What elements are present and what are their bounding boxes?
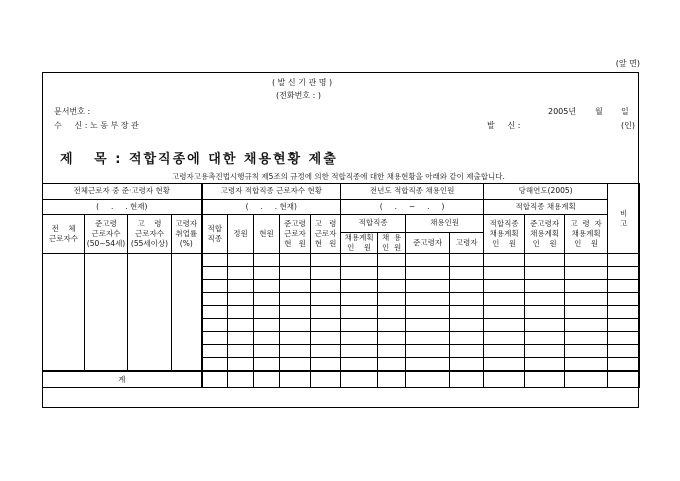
table-cell[interactable]	[311, 267, 341, 280]
table-cell[interactable]	[565, 319, 608, 332]
col-pre-aged-workers: 준고령 근로자수 (50∼54세)	[85, 215, 128, 254]
table-cell[interactable]	[202, 267, 228, 280]
table-cell[interactable]	[484, 332, 525, 345]
table-cell[interactable]	[378, 358, 406, 372]
table-cell[interactable]	[565, 293, 608, 306]
table-cell[interactable]	[311, 280, 341, 293]
table-cell[interactable]	[484, 306, 525, 319]
table-cell[interactable]	[450, 254, 484, 267]
intro-text: 고령자고용촉진법시행규칙 제5조의 규정에 의한 적합직종에 대한 채용현황을 아래와 같이 제출합니다.	[172, 172, 505, 181]
group4-title: 당해연도(2005)	[484, 184, 608, 200]
table-cell[interactable]	[280, 306, 311, 319]
table-cell[interactable]	[565, 345, 608, 358]
table-cell[interactable]	[311, 332, 341, 345]
table-cell[interactable]	[254, 254, 280, 267]
table-cell[interactable]	[280, 267, 311, 280]
table-cell[interactable]	[378, 306, 406, 319]
table-cell[interactable]	[228, 254, 254, 267]
table-cell[interactable]	[202, 254, 228, 267]
table-cell[interactable]	[406, 280, 450, 293]
col-hired-aged: 고령자	[450, 233, 484, 254]
table-cell[interactable]	[608, 332, 640, 345]
table-cell[interactable]	[280, 332, 311, 345]
table-cell[interactable]	[280, 358, 311, 372]
table-cell[interactable]	[484, 254, 525, 267]
table-cell[interactable]	[565, 280, 608, 293]
table-cell[interactable]	[525, 267, 565, 280]
table-cell[interactable]	[450, 345, 484, 358]
table-cell[interactable]	[406, 319, 450, 332]
table-cell[interactable]	[254, 306, 280, 319]
table-cell[interactable]	[525, 332, 565, 345]
table-cell[interactable]	[484, 358, 525, 372]
table-cell[interactable]	[406, 332, 450, 345]
table-cell[interactable]	[565, 306, 608, 319]
table-cell[interactable]	[341, 332, 378, 345]
hiring-status-table	[42, 183, 640, 388]
table-cell[interactable]	[406, 254, 450, 267]
table-cell[interactable]	[450, 306, 484, 319]
sender-label: 발 신 :	[487, 121, 521, 130]
table-cell[interactable]	[450, 319, 484, 332]
col-group-hired: 채용인원	[406, 215, 484, 233]
group4-sub: 적합직종 채용계획	[484, 200, 608, 215]
table-cell[interactable]	[202, 358, 228, 372]
table-cell[interactable]	[228, 280, 254, 293]
col-hiring-plan: 채용계획 인 원	[341, 233, 378, 254]
table-cell[interactable]	[484, 371, 525, 388]
table-cell[interactable]	[254, 267, 280, 280]
col-current: 현원	[254, 215, 280, 254]
table-cell[interactable]	[311, 293, 341, 306]
table-cell[interactable]	[228, 371, 254, 388]
table-cell[interactable]	[608, 293, 640, 306]
table-cell[interactable]	[228, 332, 254, 345]
table-cell[interactable]	[484, 280, 525, 293]
table-cell[interactable]	[280, 371, 311, 388]
group3-date: ( . ~ . )	[341, 200, 484, 215]
table-cell[interactable]	[406, 371, 450, 388]
table-cell[interactable]	[608, 358, 640, 372]
group2-title: 고령자 적합직종 근로자수 현황	[202, 184, 341, 200]
table-cell[interactable]	[228, 293, 254, 306]
cell-aged[interactable]	[128, 254, 172, 372]
cell-pre-aged[interactable]	[85, 254, 128, 372]
seal-mark: (인)	[621, 121, 635, 130]
table-cell[interactable]	[525, 345, 565, 358]
table-cell[interactable]	[254, 358, 280, 372]
table-cell[interactable]	[484, 319, 525, 332]
col-pre-aged-current: 준고령 근로자 현 원	[280, 215, 311, 254]
cell-rate[interactable]	[172, 254, 202, 372]
col-hired-count: 채 용 인 원	[378, 233, 406, 254]
table-cell[interactable]	[406, 293, 450, 306]
table-cell[interactable]	[202, 371, 228, 388]
col-plan-aged: 고 령 자 채용계획 인 원	[565, 215, 608, 254]
table-cell[interactable]	[202, 293, 228, 306]
remark-label: 비고	[620, 208, 628, 228]
col-quota: 정원	[228, 215, 254, 254]
cell-total-workers[interactable]	[43, 254, 85, 372]
total-label: 계	[43, 371, 202, 388]
col-plan-suitable: 적합직종 채용계획 인 원	[484, 215, 525, 254]
group3-title: 전년도 적합직종 채용인원	[341, 184, 484, 200]
sender-org: ( 발 신 기 관 명 )	[272, 78, 333, 87]
table-cell[interactable]	[378, 280, 406, 293]
table-cell[interactable]	[378, 254, 406, 267]
table-cell[interactable]	[280, 319, 311, 332]
table-cell[interactable]	[565, 254, 608, 267]
table-cell[interactable]	[378, 293, 406, 306]
table-cell[interactable]	[378, 345, 406, 358]
table-cell[interactable]	[565, 267, 608, 280]
remark-header	[608, 184, 640, 254]
table-cell[interactable]	[280, 280, 311, 293]
table-cell[interactable]	[311, 306, 341, 319]
table-cell[interactable]	[450, 358, 484, 372]
date-day: 일	[621, 107, 629, 116]
table-cell[interactable]	[341, 254, 378, 267]
page-side-label: (앞 면)	[615, 59, 640, 68]
group1-title: 전체근로자 중 준·고령자 현황	[43, 184, 202, 200]
table-cell[interactable]	[406, 267, 450, 280]
table-cell[interactable]	[254, 280, 280, 293]
table-cell[interactable]	[378, 267, 406, 280]
table-cell[interactable]	[450, 267, 484, 280]
date-year: 2005년	[548, 107, 577, 116]
table-cell[interactable]	[202, 319, 228, 332]
table-cell[interactable]	[202, 306, 228, 319]
table-cell[interactable]	[525, 293, 565, 306]
phone-number: (전화번호 : )	[276, 91, 321, 100]
table-cell[interactable]	[228, 358, 254, 372]
recipient: 수 신 : 노 동 부 장 관	[54, 121, 139, 130]
table-cell[interactable]	[280, 345, 311, 358]
col-hired-pre-aged: 준고령자	[406, 233, 450, 254]
col-suitable-job: 적합 직종	[202, 215, 228, 254]
table-cell[interactable]	[311, 254, 341, 267]
table-cell[interactable]	[565, 358, 608, 372]
table-cell[interactable]	[228, 267, 254, 280]
table-cell[interactable]	[202, 332, 228, 345]
table-cell[interactable]	[525, 358, 565, 372]
table-cell[interactable]	[406, 345, 450, 358]
table-cell[interactable]	[202, 280, 228, 293]
table-cell[interactable]	[341, 371, 378, 388]
table-cell[interactable]	[228, 319, 254, 332]
table-cell[interactable]	[406, 358, 450, 372]
table-cell[interactable]	[608, 267, 640, 280]
table-cell[interactable]	[406, 306, 450, 319]
group2-date: ( . . 현재)	[202, 200, 341, 215]
table-cell[interactable]	[608, 306, 640, 319]
table-cell[interactable]	[484, 267, 525, 280]
date-month: 월	[595, 107, 603, 116]
table-cell[interactable]	[341, 358, 378, 372]
table-cell[interactable]	[608, 254, 640, 267]
table-cell[interactable]	[311, 345, 341, 358]
col-employment-rate: 고령자 취업률 (%)	[172, 215, 202, 254]
table-cell[interactable]	[311, 371, 341, 388]
table-cell[interactable]	[484, 345, 525, 358]
col-total-workers: 전 체 근로자수	[43, 215, 85, 254]
table-cell[interactable]	[608, 371, 640, 388]
table-cell[interactable]	[525, 319, 565, 332]
table-cell[interactable]	[311, 319, 341, 332]
table-cell[interactable]	[254, 319, 280, 332]
table-cell[interactable]	[341, 267, 378, 280]
table-cell[interactable]	[525, 306, 565, 319]
table-cell[interactable]	[378, 319, 406, 332]
table-cell[interactable]	[450, 280, 484, 293]
table-cell[interactable]	[608, 345, 640, 358]
table-cell[interactable]	[254, 345, 280, 358]
col-plan-pre-aged: 준고령자 채용계획 인 원	[525, 215, 565, 254]
table-cell[interactable]	[341, 319, 378, 332]
table-cell[interactable]	[341, 306, 378, 319]
table-cell[interactable]	[228, 345, 254, 358]
col-aged-current: 고 령 근로자 현 원	[311, 215, 341, 254]
table-cell[interactable]	[341, 345, 378, 358]
table-cell[interactable]	[280, 254, 311, 267]
table-cell[interactable]	[525, 371, 565, 388]
table-cell[interactable]	[311, 358, 341, 372]
table-cell[interactable]	[565, 332, 608, 345]
table-cell[interactable]	[608, 280, 640, 293]
table-cell[interactable]	[525, 280, 565, 293]
table-cell[interactable]	[450, 371, 484, 388]
subject-title: 제 목 : 적합직종에 대한 채용현황 제출	[60, 152, 338, 167]
table-cell[interactable]	[525, 254, 565, 267]
group1-date: ( . . 현재)	[43, 200, 202, 215]
doc-no-label: 문서번호 :	[54, 107, 91, 116]
table-cell[interactable]	[484, 293, 525, 306]
table-cell[interactable]	[450, 293, 484, 306]
table-cell[interactable]	[280, 293, 311, 306]
col-group-suitable-job: 적합직종	[341, 215, 406, 233]
table-cell[interactable]	[565, 371, 608, 388]
table-cell[interactable]	[378, 371, 406, 388]
table-cell[interactable]	[450, 332, 484, 345]
col-aged-workers: 고 령 근로자수 (55세이상)	[128, 215, 172, 254]
table-cell[interactable]	[341, 280, 378, 293]
table-cell[interactable]	[254, 371, 280, 388]
table-cell[interactable]	[202, 345, 228, 358]
table-cell[interactable]	[228, 306, 254, 319]
table-cell[interactable]	[341, 293, 378, 306]
table-cell[interactable]	[254, 293, 280, 306]
table-cell[interactable]	[378, 332, 406, 345]
table-cell[interactable]	[254, 332, 280, 345]
table-cell[interactable]	[608, 319, 640, 332]
